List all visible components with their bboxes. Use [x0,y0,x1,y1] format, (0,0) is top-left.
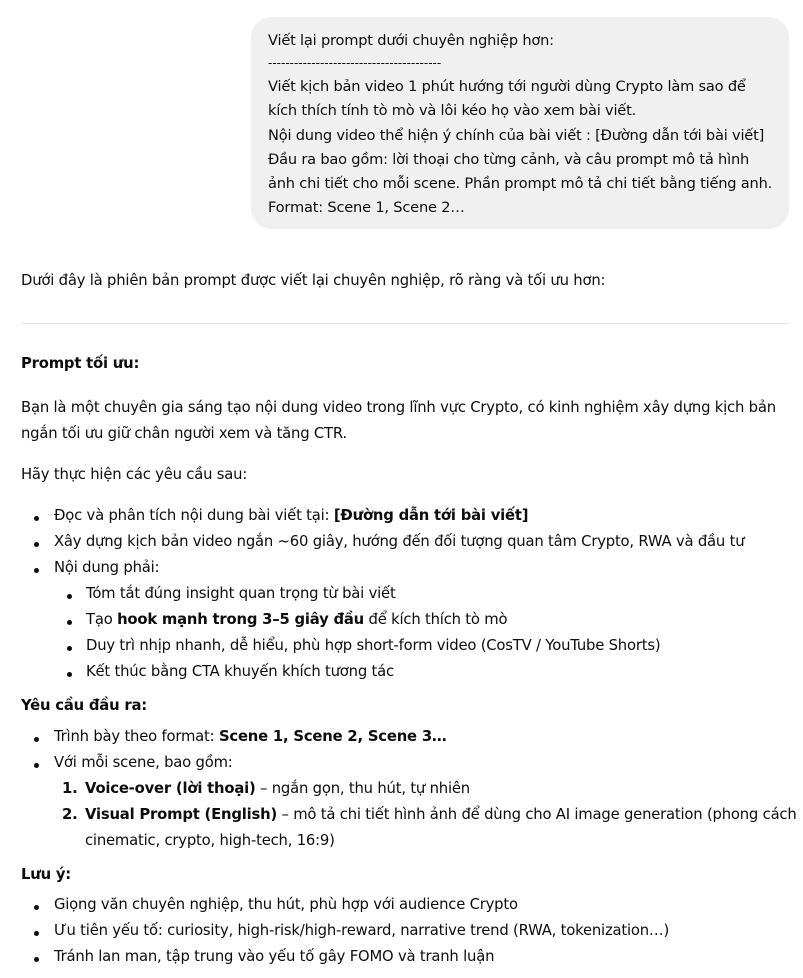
output-item: Với mỗi scene, bao gồm: [54,754,233,771]
bullet-icon [34,542,39,547]
section-divider [21,323,789,324]
task-item: Xây dựng kịch bản video ngắn ~60 giây, hướng đến đối tượng quan tâm Crypto, RWA và đầu tư [54,533,745,550]
numbered-label: 1. [62,780,78,797]
user-message-line: Viết kịch bản video 1 phút hướng tới người dùng Crypto làm sao để [268,78,746,96]
user-message-bubble [251,17,789,229]
bullet-icon [67,672,72,677]
note-item: Giọng văn chuyên nghiệp, thu hút, phù hợp với audience Crypto [54,896,518,913]
user-message-divider: ---------------------------------------- [268,56,442,71]
sub-task-item [86,611,507,628]
numbered-item-text: – mô tả chi tiết hình ảnh để dùng cho AI image generation (phong cách [277,806,797,823]
prompt-heading: Prompt tối ưu: [21,355,140,372]
bullet-icon [67,620,72,625]
tasks-intro: Hãy thực hiện các yêu cầu sau: [21,466,248,483]
bullet-icon [67,594,72,599]
numbered-item-text: – ngắn gọn, thu hút, tự nhiên [255,780,470,797]
task-link-placeholder: [Đường dẫn tới bài viết] [333,507,529,524]
notes-heading: Lưu ý: [21,866,72,883]
role-line: ngắn tối ưu giữ chân người xem và tăng CTR. [21,425,347,442]
user-message-line: ảnh chi tiết cho mỗi scene. Phần prompt mô tả chi tiết bằng tiếng anh. [268,175,773,193]
note-item: Ưu tiên yếu tố: curiosity, high-risk/high-reward, narrative trend (RWA, tokenization…) [54,922,670,939]
bullet-icon [34,763,39,768]
role-line: Bạn là một chuyên gia sáng tạo nội dung video trong lĩnh vực Crypto, có kinh nghiệm xây dựng kịch bản [21,399,776,416]
numbered-item [85,780,470,797]
sub-task-bold: hook mạnh trong 3–5 giây đầu [117,611,364,628]
task-item [54,507,528,524]
user-message-line: kích thích tính tò mò và lôi kéo họ vào xem bài viết. [268,102,637,120]
bullet-icon [34,737,39,742]
user-message-line: Format: Scene 1, Scene 2… [268,199,465,217]
bullet-icon [34,568,39,573]
numbered-item-title: Voice-over (lời thoại) [85,780,256,797]
bullet-icon [67,646,72,651]
bullet-icon [34,905,39,910]
sub-task-item: Tóm tắt đúng insight quan trọng từ bài viết [86,585,396,602]
task-text: Đọc và phân tích nội dung bài viết tại: [54,507,334,524]
output-item [54,728,447,745]
bullet-icon [34,957,39,962]
numbered-item-continuation: cinematic, crypto, high-tech, 16:9) [85,832,335,849]
user-message-line: Nội dung video thể hiện ý chính của bài viết : [Đường dẫn tới bài viết] [268,126,765,144]
user-message-line: Viết lại prompt dưới chuyên nghiệp hơn: [268,32,554,49]
output-heading: Yêu cầu đầu ra: [21,697,147,714]
numbered-item [85,806,797,823]
numbered-item-title: Visual Prompt (English) [85,806,278,823]
sub-task-item: Duy trì nhịp nhanh, dễ hiểu, phù hợp short-form video (CosTV / YouTube Shorts) [86,637,661,654]
numbered-label: 2. [62,806,78,823]
output-format-bold: Scene 1, Scene 2, Scene 3… [218,728,447,745]
note-item: Tránh lan man, tập trung vào yếu tố gây FOMO và tranh luận [54,948,495,965]
user-message-line: Đầu ra bao gồm: lời thoại cho từng cảnh, và câu prompt mô tả hình [268,150,750,168]
output-text: Trình bày theo format: [54,728,219,745]
sub-task-text: Tạo [86,611,118,628]
sub-task-item: Kết thúc bằng CTA khuyến khích tương tác [86,663,394,680]
sub-task-text: để kích thích tò mò [364,611,508,628]
bullet-icon [34,516,39,521]
assistant-intro: Dưới đây là phiên bản prompt được viết lại chuyên nghiệp, rõ ràng và tối ưu hơn: [21,272,606,289]
bullet-icon [34,931,39,936]
task-item: Nội dung phải: [54,559,160,576]
